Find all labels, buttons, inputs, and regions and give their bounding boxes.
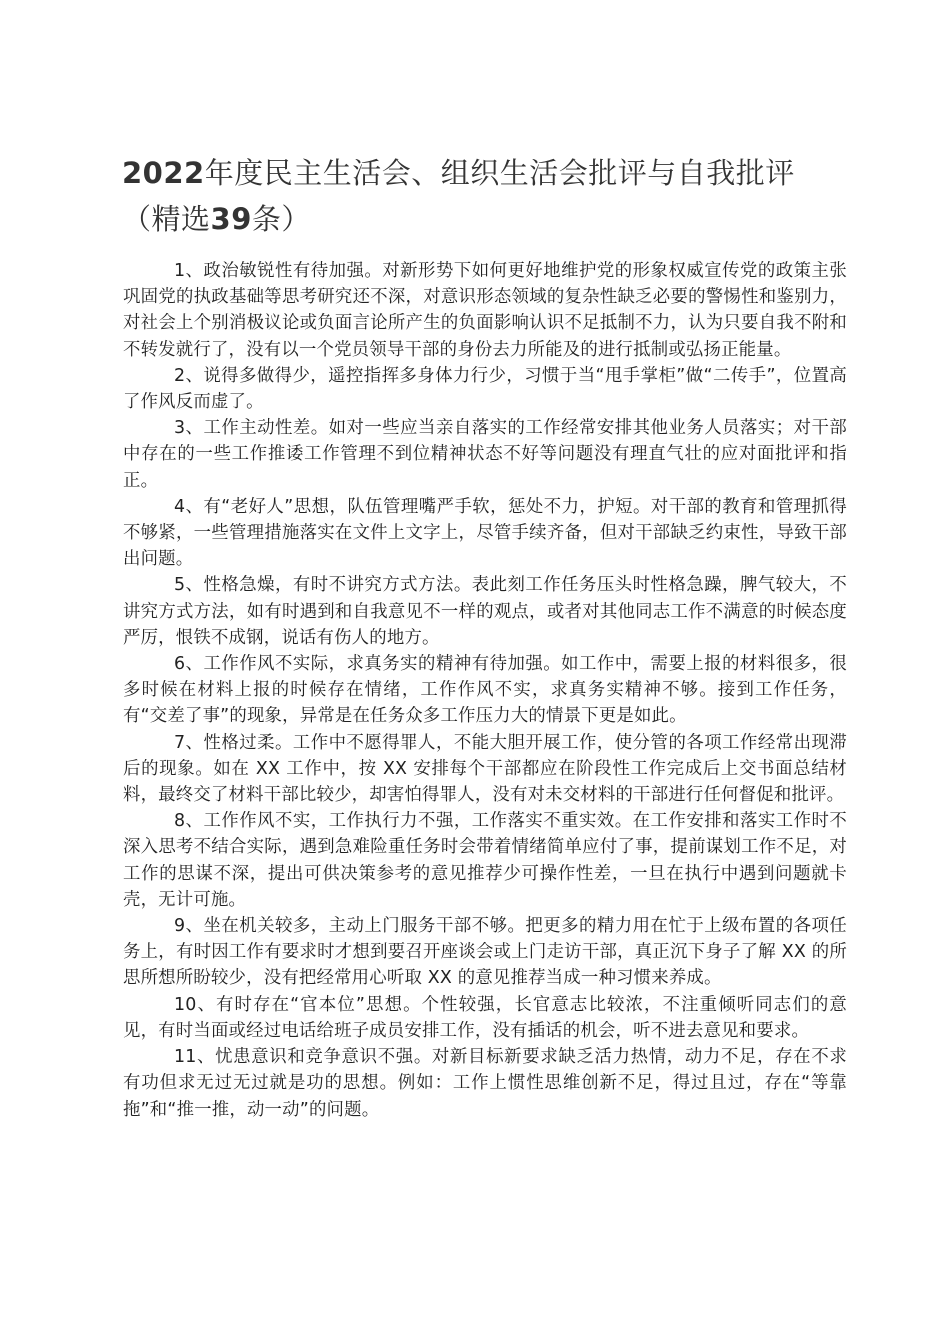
list-item: 3、工作主动性差。如对一些应当亲自落实的工作经常安排其他业务人员落实；对干部中存在的一些工作推诿工作管理不到位精神状态不好等问题没有理直气壮的应对面批评和指正。 [123,418,847,491]
list-item: 2、说得多做得少，遥控指挥多身体力行少，习惯于当“甩手掌柜”做“二传手”，位置高了作风反而虚了。 [123,365,847,413]
list-item: 5、性格急燥，有时不讲究方式方法。表此刻工作任务压头时性格急躁，脾气较大，不讲究方式方法，如有时遇到和自我意见不一样的观点，或者对其他同志工作不满意的时候态度严厉，恨铁不成钢，说话有伤人的地方。 [123,575,847,648]
list-item: 10、有时存在“官本位”思想。个性较强，长官意志比较浓，不注重倾听同志们的意见，有时当面或经过电话给班子成员安排工作，没有插话的机会，听不进去意见和要求。 [123,994,847,1041]
document-title [122,150,842,242]
list-item: 6、工作作风不实际，求真务实的精神有待加强。如工作中，需要上报的材料很多，很多时候在材料上报的时候存在情绪，工作作风不实，求真务实精神不够。接到工作任务，有“交差了事”的现象，异常是在任务众多工作压力大的情景下更是如此。 [123,654,847,727]
list-item: 4、有“老好人”思想，队伍管理嘴严手软，惩处不力，护短。对干部的教育和管理抓得不够紧，一些管理措施落实在文件上文字上，尽管手续齐备，但对干部缺乏约束性，导致干部出问题。 [123,496,847,570]
title-line1-text: 年度民主生活会、组织生活会批评与自我批评 [204,156,795,190]
list-item: 9、坐在机关较多，主动上门服务干部不够。把更多的精力用在忙于上级布置的各项任务上，有时因工作有要求时才想到要召开座谈会或上门走访干部，真正沉下身子了解 XX 的所思所想所盼较少，没有把经常用心听取 XX 的意见推荐当成一种习惯来养成。 [123,916,847,989]
list-item: 11、忧患意识和竞争意识不强。对新目标新要求缺乏活力热情，动力不足，存在不求有功但求无过无过就是功的思想。例如：工作上惯性思维创新不足，得过且过，存在“等靠拖”和“推一推，动一动”的问题。 [123,1047,847,1120]
title-count: 39 [210,202,252,236]
title-line2-open: （精选 [122,202,211,236]
list-item: 8、工作作风不实，工作执行力不强，工作落实不重实效。在工作安排和落实工作时不深入思考不结合实际，遇到急难险重任务时会带着情绪简单应付了事，提前谋划工作不足，对工作的思谋不深，提出可供决策参考的意见推荐少可操作性差，一旦在执行中遇到问题就卡壳，无计可施。 [123,811,847,910]
list-item: 1、政治敏锐性有待加强。对新形势下如何更好地维护党的形象权威宣传党的政策主张巩固党的执政基础等思考研究还不深，对意识形态领域的复杂性缺乏必要的警惕性和鉴别力，对社会上个别消极议论或负面言论所产生的负面影响认识不足抵制不力，认为只要自我不附和不转发就行了，没有以一个党员领导干部的身份去力所能及的进行抵制或弘扬正能量。 [123,261,847,360]
title-year: 2022 [122,156,205,190]
document-body [123,258,847,1123]
list-item: 7、性格过柔。工作中不愿得罪人，不能大胆开展工作，使分管的各项工作经常出现滞后的现象。如在 XX 工作中，按 XX 安排每个干部都应在阶段性工作完成后上交书面总结材料，最终交了材料干部比较少，却害怕得罪人，没有对未交材料的干部进行任何督促和批评。 [123,732,847,806]
title-line2-close: 条） [251,202,311,236]
